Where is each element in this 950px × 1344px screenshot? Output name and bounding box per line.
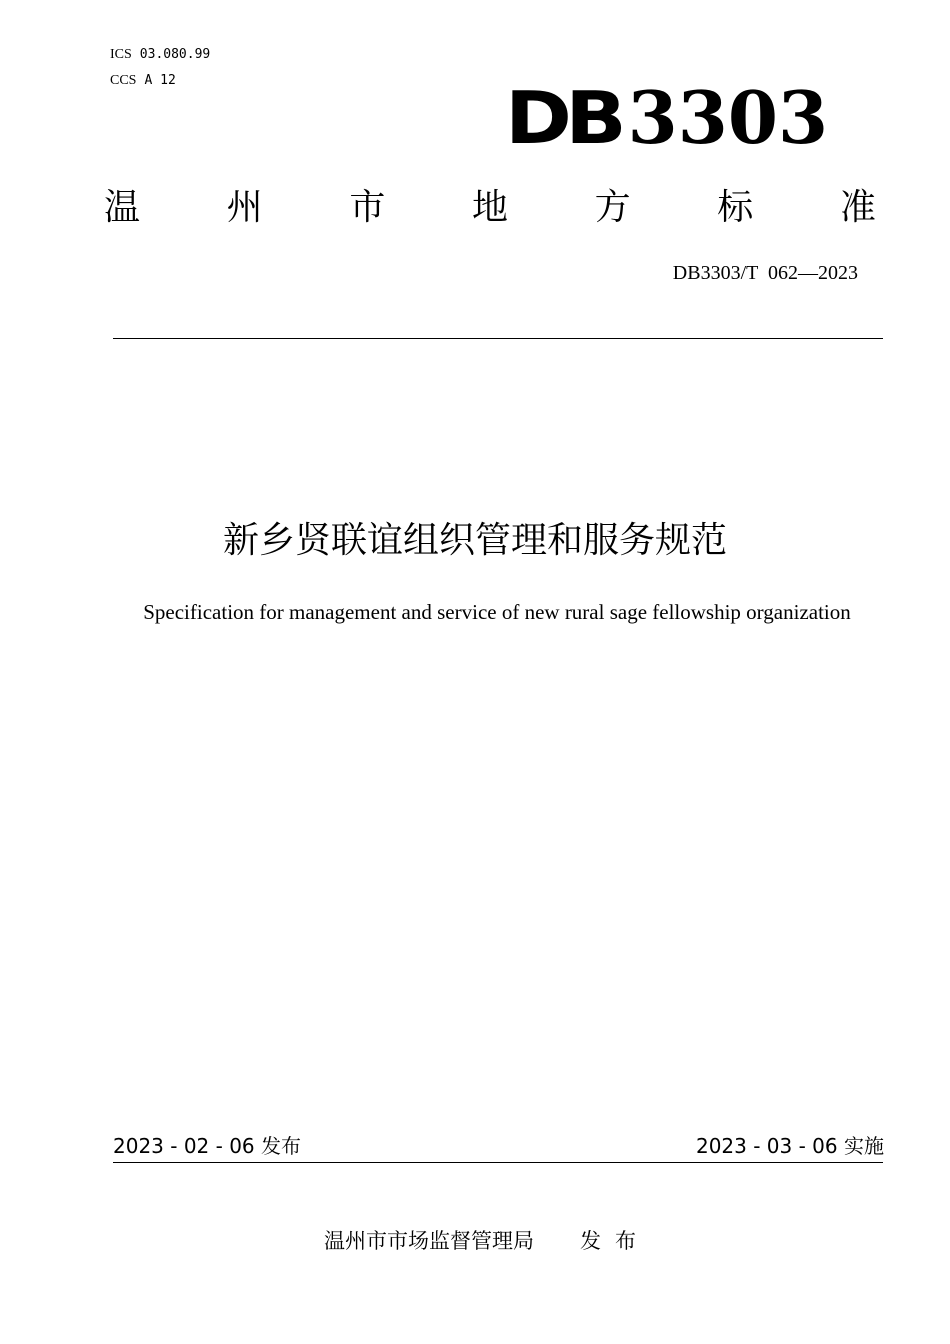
standard-type-char: 准 (839, 187, 876, 228)
db-logo-prefix: DB (505, 76, 620, 160)
ics-value: 03.080.99 (139, 47, 211, 62)
ccs-value: A 12 (144, 73, 176, 88)
issuer-name: 温州市市场监督管理局 (324, 1229, 534, 1253)
issuer-action: 发布 (580, 1229, 650, 1253)
standard-type-char: 标 (717, 187, 754, 228)
standard-type-char: 地 (471, 187, 508, 228)
standard-number: DB3303/T 062—2023 (672, 262, 858, 284)
publish-date: 2023 - 02 - 06 发布 (113, 1134, 302, 1158)
ics-label: ICS (110, 47, 132, 62)
ccs-label: CCS (110, 73, 137, 88)
document-title-english: Specification for management and service of new rural sage fellowship organization (143, 600, 851, 624)
top-divider (113, 338, 883, 339)
standard-type-heading (104, 184, 876, 232)
standard-type-char: 市 (349, 187, 386, 228)
bottom-divider (113, 1162, 883, 1163)
ics-code (110, 46, 210, 64)
standard-type-char: 方 (594, 187, 631, 228)
db-logo-code: 3303 (627, 75, 829, 160)
issuing-authority (0, 1226, 950, 1256)
db-logo (505, 75, 829, 160)
implementation-date: 2023 - 03 - 06 实施 (695, 1134, 884, 1158)
document-title-chinese: 新乡贤联谊组织管理和服务规范 (222, 520, 727, 561)
standard-type-char: 州 (226, 187, 263, 228)
ccs-code (110, 72, 176, 90)
standard-type-char: 温 (104, 187, 141, 228)
